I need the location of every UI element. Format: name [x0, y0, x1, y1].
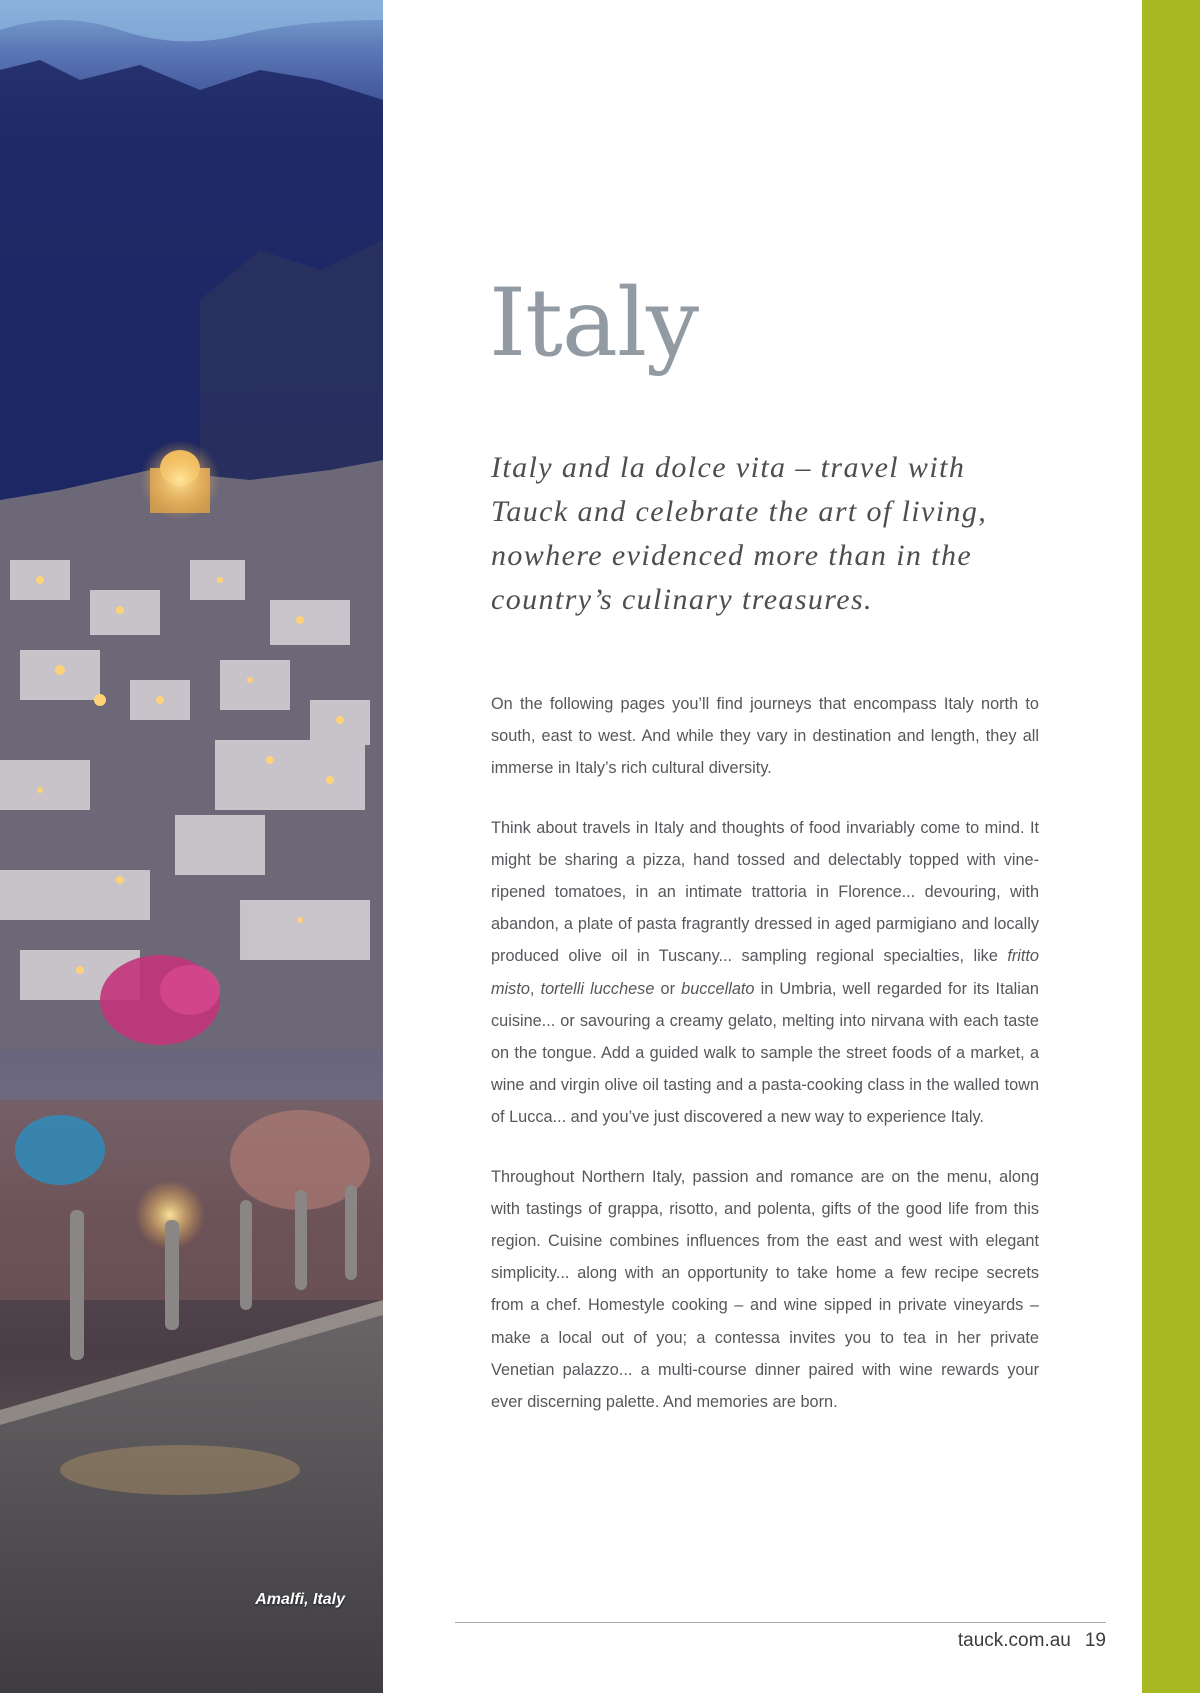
- dish-name: buccellato: [681, 979, 755, 998]
- page-title: Italy: [489, 269, 699, 378]
- paragraph: On the following pages you’ll find journeys that encompass Italy north to south, east to west. And while they vary in destination and length, they all immerse in Italy’s rich cultural diversity.: [491, 695, 1039, 778]
- page-footer: [958, 1630, 1106, 1652]
- separator: ,: [529, 979, 541, 998]
- amalfi-photo: [0, 0, 383, 1693]
- paragraph-text: Think about travels in Italy and thoughts of food invariably come to mind. It might be sharing a pizza, hand tossed and delectably topped with vine-ripened tomatoes, in an intimate trattoria in Florence... devouring, with abandon, a plate of pasta fragrantly dressed in aged parmigiano and locally produced olive oil in Tuscany... sampling regional specialties, like: [491, 818, 1039, 966]
- amalfi-photo-illustration: [0, 0, 383, 1693]
- separator: or: [654, 979, 682, 998]
- photo-caption: Amalfi, Italy: [255, 1591, 345, 1608]
- body-text: [491, 688, 1039, 1445]
- page-number: 19: [1084, 1630, 1106, 1651]
- dish-name: tortelli lucchese: [540, 979, 655, 998]
- footer-divider: [455, 1622, 1106, 1623]
- paragraph: Throughout Northern Italy, passion and romance are on the menu, along with tastings of grappa, risotto, and polenta, gifts of the good life from this region. Cuisine combines influences from the east and west with elegant simplicity... along with an opportunity to take home a few recipe secrets from a chef. Homestyle cooking – and wine sipped in private vineyards – make a local out of you; a contessa invites you to tea in her private Venetian palazzo... a multi-course dinner paired with wine rewards your ever discerning palette. And memories are born.: [491, 1167, 1039, 1412]
- dish-name: fritto misto: [491, 947, 1039, 998]
- intro-text: Italy and la dolce vita – travel with Tauck and celebrate the art of living, nowhere evidenced more than in the country’s culinary treasures.: [491, 451, 988, 616]
- accent-strip: [1142, 0, 1200, 1693]
- paragraph: [491, 812, 1039, 1134]
- paragraph-text: in Umbria, well regarded for its Italian cuisine... or savouring a creamy gelato, melting into nirvana with each taste on the tongue. Add a guided walk to sample the street foods of a market, a wine and virgin olive oil tasting and a pasta-cooking class in the walled town of Lucca... and you’ve just discovered a new way to experience Italy.: [491, 979, 1039, 1127]
- footer-url[interactable]: tauck.com.au: [957, 1630, 1071, 1651]
